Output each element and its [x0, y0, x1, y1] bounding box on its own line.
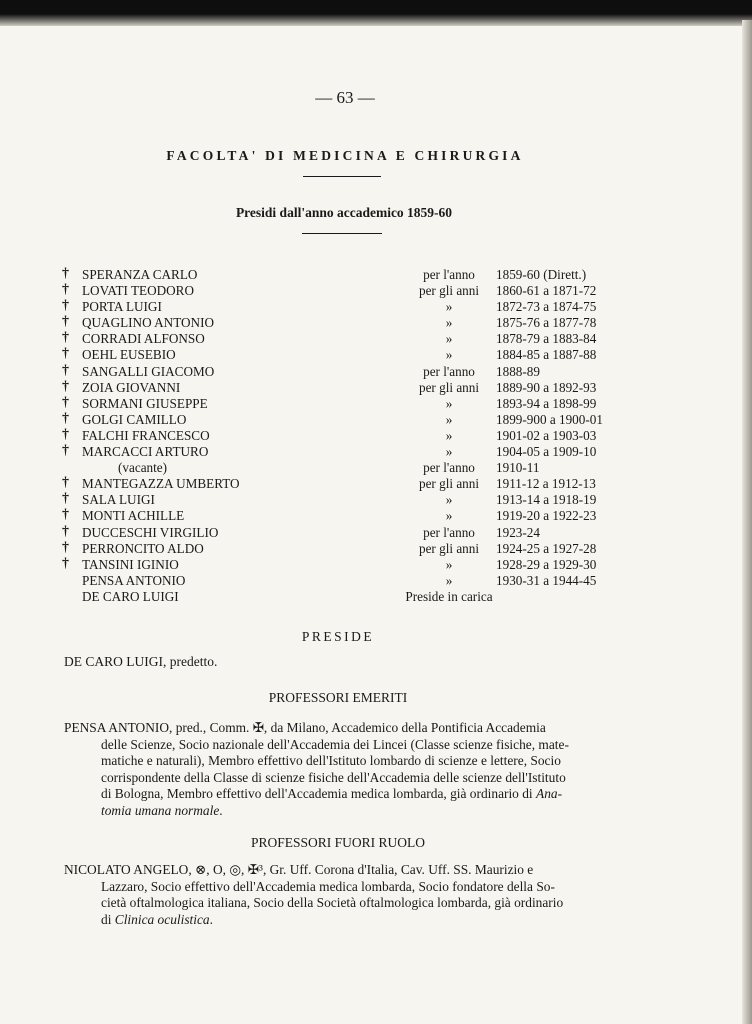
president-term: »	[445, 444, 453, 460]
president-years: 1924-25 a 1927-28	[496, 540, 597, 556]
president-years: 1923-24	[496, 524, 540, 540]
entry-text: di Bologna, Membro effettivo dell'Accademia medica lombarda, già ordinario di	[101, 786, 533, 802]
deceased-cross-icon: †	[62, 282, 69, 298]
president-name: LOVATI TEODORO	[82, 283, 194, 299]
deceased-cross-icon: †	[62, 523, 69, 539]
entry-text: .	[219, 802, 223, 818]
president-years: 1930-31 a 1944-45	[496, 572, 597, 588]
president-name: OEHL EUSEBIO	[82, 347, 176, 363]
president-years: 1893-94 a 1898-99	[496, 395, 597, 411]
deceased-cross-icon: †	[62, 507, 69, 523]
presidents-list	[62, 267, 682, 605]
faculty-title: FACOLTA' DI MEDICINA E CHIRURGIA	[166, 148, 524, 163]
president-row	[62, 364, 682, 380]
president-name: SORMANI GIUSEPPE	[82, 395, 208, 411]
president-term: »	[445, 427, 453, 443]
president-row	[62, 508, 682, 524]
president-years: 1888-89	[496, 363, 540, 379]
president-term: Preside in carica	[405, 588, 493, 604]
president-term: »	[445, 331, 453, 347]
president-row	[62, 283, 682, 299]
entry-line	[64, 786, 722, 803]
entry-line: corrispondente della Classe di scienze fisiche dell'Accademia delle scienze dell'Istituto	[101, 769, 566, 785]
president-name: MANTEGAZZA UMBERTO	[82, 476, 240, 492]
page-number: — 63 —	[315, 88, 375, 107]
president-years: 1913-14 a 1918-19	[496, 492, 597, 508]
president-row	[62, 380, 682, 396]
president-term: per l'anno	[423, 524, 475, 540]
president-name: FALCHI FRANCESCO	[82, 427, 210, 443]
entry-line	[64, 912, 722, 929]
preside-heading: PRESIDE	[301, 629, 375, 644]
president-term: »	[445, 508, 453, 524]
president-years: 1910-11	[496, 460, 540, 476]
deceased-cross-icon: †	[62, 266, 69, 281]
president-row	[62, 347, 682, 363]
president-name: PENSA ANTONIO	[82, 572, 186, 588]
president-name: SALA LUIGI	[82, 492, 155, 508]
entry-line: PENSA ANTONIO, pred., Comm. ✠, da Milano, Accademico della Pontificia Accademia	[64, 720, 546, 735]
president-row	[62, 412, 682, 428]
president-years: 1875-76 a 1877-78	[496, 315, 597, 331]
entry-italic: Ana-	[536, 786, 563, 802]
president-years: 1872-73 a 1874-75	[496, 299, 597, 315]
president-name: SANGALLI GIACOMO	[82, 363, 215, 379]
deceased-cross-icon: †	[62, 491, 69, 507]
president-name: QUAGLINO ANTONIO	[82, 315, 214, 331]
deceased-cross-icon: †	[62, 443, 69, 459]
deceased-cross-icon: †	[62, 410, 69, 426]
president-term: per gli anni	[418, 283, 480, 299]
president-row	[62, 396, 682, 412]
president-term: »	[445, 572, 453, 588]
president-row	[62, 476, 682, 492]
president-name: (vacante)	[118, 460, 168, 476]
president-row	[62, 299, 682, 315]
president-term: per gli anni	[418, 476, 480, 492]
president-term: per l'anno	[423, 267, 475, 282]
president-name: PERRONCITO ALDO	[82, 540, 204, 556]
president-term: »	[445, 299, 453, 315]
president-row	[62, 315, 682, 331]
deceased-cross-icon: †	[62, 362, 69, 378]
president-name: CORRADI ALFONSO	[82, 331, 205, 347]
president-term: »	[445, 315, 453, 331]
deceased-cross-icon: †	[62, 539, 69, 555]
president-years: 1911-12 a 1912-13	[496, 476, 596, 492]
president-years: 1919-20 a 1922-23	[496, 508, 597, 524]
president-name: PORTA LUIGI	[82, 299, 162, 315]
president-row	[62, 557, 682, 573]
president-row	[62, 492, 682, 508]
emeriti-entry	[64, 720, 722, 820]
entry-italic: tomia umana normale	[101, 802, 220, 818]
scan-right-edge	[742, 20, 752, 1024]
president-years: 1889-90 a 1892-93	[496, 379, 597, 395]
president-years: 1859-60 (Dirett.)	[496, 267, 587, 282]
subtitle: Presidi dall'anno accademico 1859-60	[235, 205, 453, 220]
deceased-cross-icon: †	[62, 378, 69, 394]
president-name: DE CARO LUIGI	[82, 588, 179, 604]
entry-line: cietà oftalmologica italiana, Socio della Società oftalmologica lombarda, già ordinario	[101, 895, 564, 911]
entry-line: delle Scienze, Socio nazionale dell'Accademia dei Lincei (Classe scienze fisiche, mate-	[101, 736, 569, 752]
president-row	[62, 573, 682, 589]
president-term: »	[445, 492, 453, 508]
president-name: ZOIA GIOVANNI	[82, 379, 181, 395]
entry-italic: Clinica oculistica	[114, 911, 210, 927]
president-term: per gli anni	[418, 379, 480, 395]
president-term: per l'anno	[423, 460, 475, 476]
deceased-cross-icon: †	[62, 475, 69, 491]
president-term: per l'anno	[423, 363, 475, 379]
president-row	[62, 428, 682, 444]
entry-line	[64, 803, 722, 820]
president-term: »	[445, 347, 453, 363]
president-row	[62, 331, 682, 347]
president-term: per gli anni	[418, 540, 480, 556]
fuori-ruolo-heading: PROFESSORI FUORI RUOLO	[250, 835, 426, 850]
deceased-cross-icon: †	[62, 555, 69, 571]
president-row	[62, 541, 682, 557]
president-years: 1860-61 a 1871-72	[496, 283, 597, 299]
president-years: 1878-79 a 1883-84	[496, 331, 597, 347]
deceased-cross-icon: †	[62, 298, 69, 314]
emeriti-heading: PROFESSORI EMERITI	[268, 690, 408, 705]
preside-name: DE CARO LUIGI, predetto.	[64, 654, 218, 669]
deceased-cross-icon: †	[62, 394, 69, 410]
deceased-cross-icon: †	[62, 314, 69, 330]
president-row	[62, 460, 682, 476]
president-row	[62, 444, 682, 460]
president-years: 1884-85 a 1887-88	[496, 347, 597, 363]
president-name: GOLGI CAMILLO	[82, 411, 187, 427]
president-name: MARCACCI ARTURO	[82, 444, 209, 460]
fuori-ruolo-entry	[64, 862, 722, 928]
deceased-cross-icon: †	[62, 330, 69, 346]
entry-line: NICOLATO ANGELO, ⊗, O, ◎, ✠³, Gr. Uff. Corona d'Italia, Cav. Uff. SS. Maurizio e	[64, 862, 534, 877]
president-name: DUCCESCHI VIRGILIO	[82, 524, 219, 540]
scan-top-edge	[0, 0, 752, 26]
deceased-cross-icon: †	[62, 346, 69, 362]
president-years: 1904-05 a 1909-10	[496, 444, 597, 460]
entry-text: .	[209, 911, 213, 927]
president-row	[62, 525, 682, 541]
title-rule	[303, 176, 381, 177]
president-name: MONTI ACHILLE	[82, 508, 185, 524]
subtitle-rule	[302, 233, 382, 234]
president-years: 1928-29 a 1929-30	[496, 556, 597, 572]
president-row	[62, 267, 682, 283]
president-name: SPERANZA CARLO	[82, 267, 198, 282]
president-name: TANSINI IGINIO	[82, 556, 179, 572]
entry-line: Lazzaro, Socio effettivo dell'Accademia medica lombarda, Socio fondatore della So-	[101, 878, 555, 894]
deceased-cross-icon: †	[62, 426, 69, 442]
entry-text: di	[101, 911, 112, 927]
president-years: 1899-900 a 1900-01	[496, 411, 603, 427]
president-row	[62, 589, 682, 605]
president-term: »	[445, 556, 453, 572]
president-term: »	[445, 411, 453, 427]
entry-line: matiche e naturali), Membro effettivo dell'Istituto lombardo di scienze e lettere, Socio	[101, 753, 561, 769]
president-term: »	[445, 395, 453, 411]
president-years: 1901-02 a 1903-03	[496, 427, 597, 443]
